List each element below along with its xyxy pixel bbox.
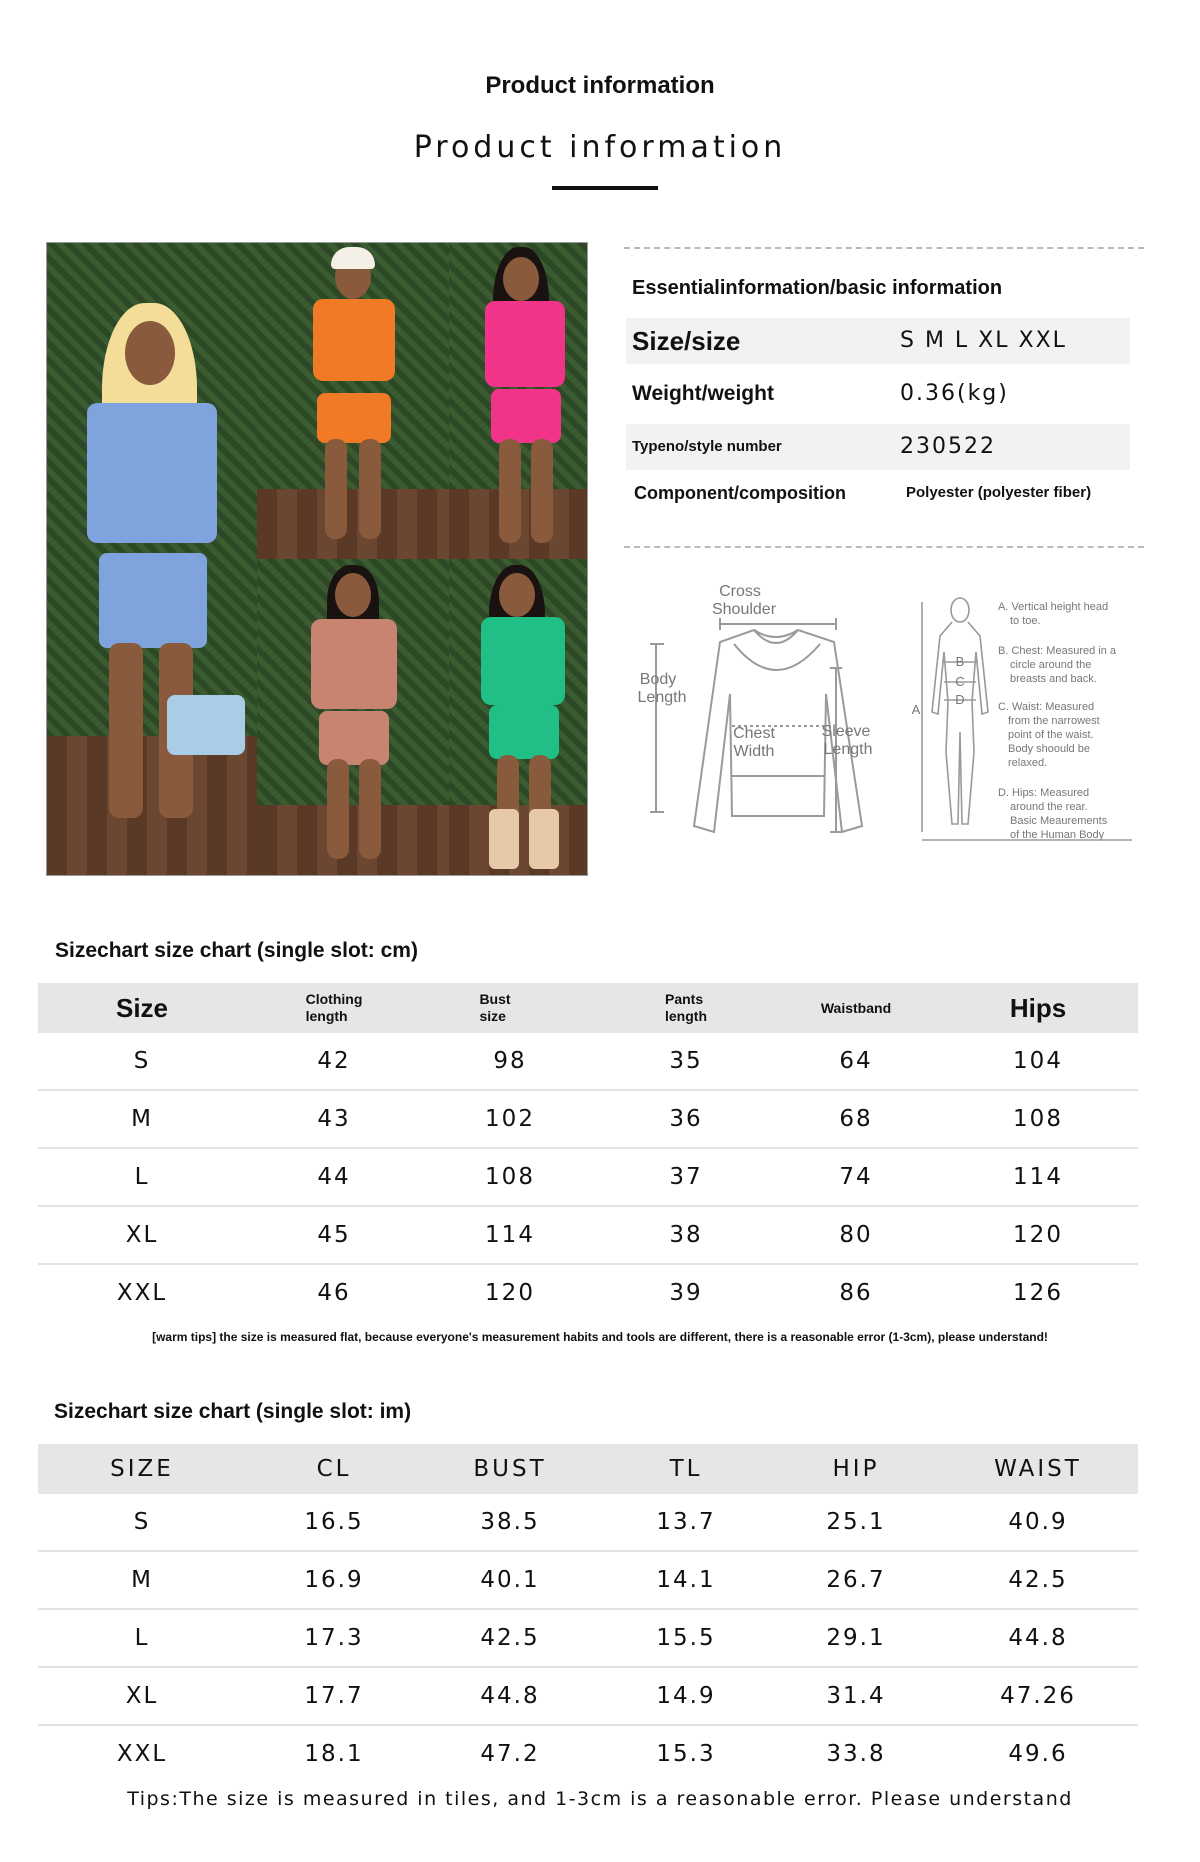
table-cell: 17.7 bbox=[304, 1683, 364, 1709]
page-heading-bold: Product information bbox=[485, 72, 715, 99]
info-value: 230522 bbox=[900, 434, 996, 459]
table-cell: 120 bbox=[1013, 1222, 1063, 1248]
note-a: A. Vertical height head bbox=[998, 601, 1109, 613]
table-cell: XXL bbox=[116, 1280, 168, 1306]
table-cell: 25.1 bbox=[826, 1509, 886, 1535]
table-row bbox=[38, 1265, 1138, 1321]
table-cell: 44.8 bbox=[1008, 1625, 1068, 1651]
size-chart-cm-tips: [warm tips] the size is measured flat, because everyone's measurement habits and tools are different, there is a reasonable error (1-3cm), please understand! bbox=[152, 1330, 1048, 1344]
table-row bbox=[38, 1494, 1138, 1552]
table-cell: 33.8 bbox=[826, 1741, 886, 1767]
table-cell: XXL bbox=[116, 1741, 168, 1767]
note-c: point of the waist. bbox=[1008, 729, 1094, 741]
table-cell: 102 bbox=[485, 1106, 535, 1132]
sleeve-length-label: Length bbox=[823, 741, 873, 758]
table-cell: 126 bbox=[1013, 1280, 1063, 1306]
size-chart-in-body bbox=[38, 1494, 1138, 1782]
table-cell: 14.1 bbox=[656, 1567, 716, 1593]
table-cell: 15.5 bbox=[656, 1625, 716, 1651]
table-cell: 38.5 bbox=[480, 1509, 540, 1535]
table-cell: 64 bbox=[839, 1048, 873, 1074]
product-photo-green bbox=[449, 559, 587, 875]
product-photo-brown bbox=[257, 559, 449, 875]
table-cell: 40.1 bbox=[480, 1567, 540, 1593]
note-a: to toe. bbox=[1010, 615, 1041, 627]
table-cell: 42.5 bbox=[480, 1625, 540, 1651]
note-c: from the narrowest bbox=[1008, 715, 1100, 727]
table-cell: 44 bbox=[317, 1164, 351, 1190]
table-cell: 104 bbox=[1013, 1048, 1063, 1074]
info-row-composition bbox=[626, 470, 1130, 516]
body-length-label: Length bbox=[637, 689, 687, 706]
chest-width-label: Chest bbox=[733, 725, 775, 742]
table-cell: 47.2 bbox=[480, 1741, 540, 1767]
size-chart-cm-body bbox=[38, 1033, 1138, 1321]
table-cell: 15.3 bbox=[656, 1741, 716, 1767]
cross-shoulder-label: Shoulder bbox=[711, 601, 777, 618]
note-c: C. Waist: Measured bbox=[998, 701, 1095, 713]
product-photo-blue bbox=[47, 243, 257, 875]
body-length-label: Body bbox=[639, 671, 677, 688]
table-row bbox=[38, 1033, 1138, 1091]
table-cell: 120 bbox=[485, 1280, 535, 1306]
column-header-bust-size: Bust size bbox=[479, 991, 511, 1024]
info-value: 0.36(kg) bbox=[900, 381, 1009, 406]
table-cell: 42 bbox=[317, 1048, 351, 1074]
table-cell: L bbox=[134, 1625, 150, 1651]
info-divider-bottom bbox=[624, 546, 1144, 548]
table-header-row bbox=[38, 983, 1138, 1033]
table-cell: 44.8 bbox=[480, 1683, 540, 1709]
table-cell: 108 bbox=[485, 1164, 535, 1190]
body-measurement-diagram bbox=[912, 592, 1136, 852]
table-row bbox=[38, 1207, 1138, 1265]
note-d: D. Hips: Measured bbox=[998, 787, 1090, 799]
column-header-hip: HIP bbox=[832, 1456, 880, 1482]
table-cell: 40.9 bbox=[1008, 1509, 1068, 1535]
table-row bbox=[38, 1668, 1138, 1726]
table-row bbox=[38, 1610, 1138, 1668]
table-cell: 98 bbox=[493, 1048, 527, 1074]
table-cell: 17.3 bbox=[304, 1625, 364, 1651]
table-row bbox=[38, 1149, 1138, 1207]
cross-shoulder-label: Cross bbox=[719, 583, 761, 600]
table-header-row bbox=[38, 1444, 1138, 1494]
product-photo-pink bbox=[449, 243, 587, 559]
table-cell: 13.7 bbox=[656, 1509, 716, 1535]
table-cell: M bbox=[131, 1567, 153, 1593]
info-value: Polyester (polyester fiber) bbox=[906, 484, 1092, 501]
table-cell: 26.7 bbox=[826, 1567, 886, 1593]
sleeve-length-label: Sleeve bbox=[821, 723, 871, 740]
table-cell: 74 bbox=[839, 1164, 873, 1190]
note-d: of the Human Body bbox=[1010, 829, 1105, 841]
table-cell: 108 bbox=[1013, 1106, 1063, 1132]
table-row bbox=[38, 1552, 1138, 1610]
table-cell: 45 bbox=[317, 1222, 351, 1248]
table-cell: 47.26 bbox=[1000, 1683, 1076, 1709]
size-chart-in-tips: Tips:The size is measured in tiles, and 1-3cm is a reasonable error. Please understand bbox=[127, 1788, 1073, 1810]
table-cell: 46 bbox=[317, 1280, 351, 1306]
column-header-waistband: Waistband bbox=[820, 999, 892, 1016]
table-cell: XL bbox=[125, 1683, 159, 1709]
note-d: Basic Meaurements bbox=[1010, 815, 1108, 827]
column-header-tl: TL bbox=[669, 1456, 703, 1482]
product-photo-collage bbox=[46, 242, 588, 876]
table-cell: S bbox=[133, 1048, 151, 1074]
table-cell: 14.9 bbox=[656, 1683, 716, 1709]
note-c: Body shoould be bbox=[1008, 743, 1090, 755]
info-row-weight bbox=[626, 371, 1130, 417]
column-header-bust: BUST bbox=[473, 1456, 547, 1482]
table-cell: 16.5 bbox=[304, 1509, 364, 1535]
table-row bbox=[38, 1091, 1138, 1149]
table-cell: 68 bbox=[839, 1106, 873, 1132]
table-cell: XL bbox=[125, 1222, 159, 1248]
table-cell: 35 bbox=[669, 1048, 703, 1074]
product-photo-orange bbox=[257, 243, 449, 559]
table-cell: 39 bbox=[669, 1280, 703, 1306]
table-cell: 37 bbox=[669, 1164, 703, 1190]
table-cell: M bbox=[131, 1106, 153, 1132]
column-header-waist: WAIST bbox=[994, 1456, 1082, 1482]
column-header-size: Size bbox=[115, 992, 169, 1023]
table-cell: L bbox=[134, 1164, 150, 1190]
marker-b: B bbox=[955, 654, 965, 669]
info-divider-top bbox=[624, 247, 1144, 249]
info-row-size bbox=[626, 318, 1130, 364]
heading-underline bbox=[552, 186, 658, 190]
marker-c: C bbox=[955, 674, 965, 689]
info-label: Component/composition bbox=[634, 483, 846, 503]
table-cell: 49.6 bbox=[1008, 1741, 1068, 1767]
size-chart-in-title: Sizechart size chart (single slot: im) bbox=[54, 1400, 412, 1423]
column-header-size: SIZE bbox=[110, 1456, 174, 1482]
table-cell: 16.9 bbox=[304, 1567, 364, 1593]
info-label: Typeno/style number bbox=[632, 438, 782, 455]
table-cell: 43 bbox=[317, 1106, 351, 1132]
table-row bbox=[38, 1726, 1138, 1782]
note-c: relaxed. bbox=[1008, 757, 1048, 769]
table-cell: 36 bbox=[669, 1106, 703, 1132]
table-cell: 31.4 bbox=[826, 1683, 886, 1709]
column-header-clothing-length: Clothing length bbox=[305, 991, 363, 1024]
table-cell: 38 bbox=[669, 1222, 703, 1248]
table-cell: 86 bbox=[839, 1280, 873, 1306]
info-title: Essentialinformation/basic information bbox=[632, 277, 1003, 299]
note-b: B. Chest: Measured in a bbox=[998, 645, 1117, 657]
marker-d: D bbox=[955, 692, 965, 707]
table-cell: 114 bbox=[485, 1222, 535, 1248]
info-label: Size/size bbox=[632, 326, 741, 356]
table-cell: 42.5 bbox=[1008, 1567, 1068, 1593]
marker-a: A bbox=[912, 702, 921, 717]
size-chart-cm bbox=[38, 983, 1138, 1321]
page-heading-spaced: Product information bbox=[413, 130, 787, 165]
table-cell: 29.1 bbox=[826, 1625, 886, 1651]
table-cell: 18.1 bbox=[304, 1741, 364, 1767]
chest-width-label: Width bbox=[733, 743, 775, 760]
garment-measurement-diagram bbox=[636, 576, 886, 852]
note-d: around the rear. bbox=[1010, 801, 1088, 813]
info-label: Weight/weight bbox=[632, 382, 774, 405]
column-header-pants-length: Pants length bbox=[665, 991, 707, 1024]
info-row-style-number bbox=[626, 424, 1130, 470]
note-b: breasts and back. bbox=[1010, 673, 1097, 685]
column-header-hips: Hips bbox=[1009, 992, 1067, 1023]
size-chart-in bbox=[38, 1444, 1138, 1782]
note-b: circle around the bbox=[1010, 659, 1092, 671]
table-cell: S bbox=[133, 1509, 151, 1535]
table-cell: 114 bbox=[1013, 1164, 1063, 1190]
table-cell: 80 bbox=[839, 1222, 873, 1248]
size-chart-cm-title: Sizechart size chart (single slot: cm) bbox=[55, 939, 418, 962]
info-value: S M L XL XXL bbox=[900, 328, 1067, 353]
column-header-cl: CL bbox=[316, 1456, 352, 1482]
